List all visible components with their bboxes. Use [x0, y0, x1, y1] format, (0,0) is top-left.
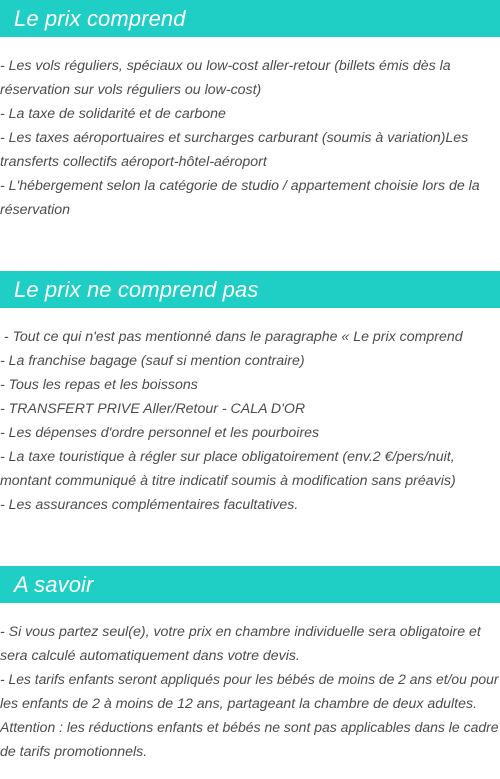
section-good-to-know — [0, 566, 500, 764]
text-line: - Tout ce qui n'est pas mentionné dans le paragraphe « Le prix comprend — [0, 329, 463, 345]
text-line: montant communiqué à titre indicatif soumis à modification sans préavis) — [0, 473, 456, 489]
text-line: - Les tarifs enfants seront appliqués pour les bébés de moins de 2 ans et/ou pour — [0, 672, 499, 688]
text-line: - Si vous partez seul(e), votre prix en chambre individuelle sera obligatoire et — [0, 624, 481, 640]
section-header — [0, 0, 500, 37]
section-header — [0, 271, 500, 308]
text-line: - La taxe de solidarité et de carbone — [0, 106, 226, 122]
text-line: - Tous les repas et les boissons — [0, 377, 198, 393]
text-line: - Les taxes aéroportuaires et surcharges carburant (soumis à variation)Les — [0, 130, 469, 146]
text-line: - TRANSFERT PRIVE Aller/Retour - CALA D'OR — [0, 401, 306, 417]
section-price-includes — [0, 0, 500, 222]
section-body — [0, 620, 500, 764]
section-body — [0, 54, 500, 222]
text-line: réservation sur vols réguliers ou low-cost) — [0, 82, 262, 98]
text-line: - La franchise bagage (sauf si mention contraire) — [0, 353, 305, 369]
section-title: Le prix ne comprend pas — [14, 276, 259, 302]
section-title: Le prix comprend — [14, 5, 186, 31]
text-line: - L'hébergement selon la catégorie de studio / appartement choisie lors de la — [0, 178, 480, 194]
text-line: - Les vols réguliers, spéciaux ou low-cost aller-retour (billets émis dès la — [0, 58, 451, 74]
text-line: Attention : les réductions enfants et bébés ne sont pas applicables dans le cadre — [0, 720, 499, 736]
text-line: de tarifs promotionnels. — [0, 744, 148, 760]
section-price-excludes — [0, 271, 500, 517]
text-line: les enfants de 2 à moins de 12 ans, partageant la chambre de deux adultes. — [0, 696, 478, 712]
text-line: - La taxe touristique à régler sur place obligatoirement (env.2 €/pers/nuit, — [0, 449, 455, 465]
text-line: - Les assurances complémentaires facultatives. — [0, 497, 299, 513]
text-line: - Les dépenses d'ordre personnel et les pourboires — [0, 425, 320, 441]
text-line: réservation — [0, 202, 71, 218]
text-line: sera calculé automatiquement dans votre devis. — [0, 648, 300, 664]
section-title: A savoir — [14, 571, 94, 597]
section-body — [0, 325, 500, 517]
text-line: transferts collectifs aéroport-hôtel-aéroport — [0, 154, 267, 170]
section-header — [0, 566, 500, 603]
